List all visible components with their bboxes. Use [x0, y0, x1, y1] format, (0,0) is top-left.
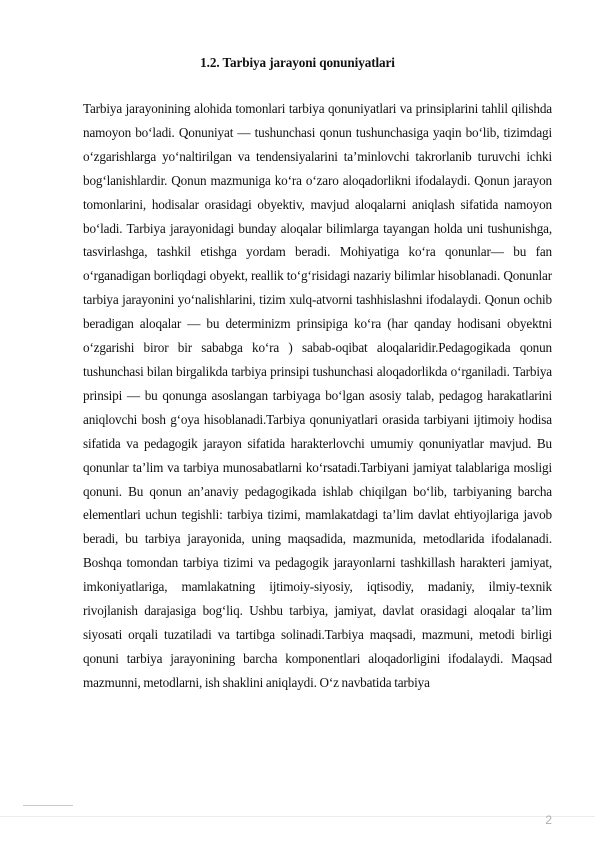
- footer-divider: [0, 816, 595, 817]
- page-number: 2: [545, 813, 552, 827]
- page-title: 1.2. Tarbiya jarayoni qonuniyatlari: [200, 55, 395, 70]
- footer-rule: [23, 805, 73, 806]
- body-paragraph: Tarbiya jarayonining alohida tomonlari tarbiya qonuniyatlari va prinsiplarini tahlil qilishda namoyon bo‘ladi. Qonuniyat — tushunchasi qonun tushunchasiga yaqin bo‘lib, tizimdagi o‘zgarishlarga yo‘naltirilgan va tendensiyalarini ta’minlovchi takrorlanib turuvchi ichki bog‘lanishlardir. Qonun mazmuniga ko‘ra o‘zaro aloqadorlikni ifodalaydi. Qonun jarayon tomonlarini, hodisalar orasidagi obyektiv, mavjud aloqalarni aniqlash sifatida namoyon bo‘ladi. Tarbiya jarayonidagi bunday aloqalar bilimlarga tayangan holda uni tushunishga, tasvirlashga, tashkil etishga yordam beradi. Mohiyatiga ko‘ra qonunlar— bu fan o‘rganadigan borliqdagi obyekt, reallik to‘g‘risidagi nazariy bilimlar hisoblanadi. Qonunlar tarbiya jarayonini yo‘nalishlarini, tizim xulq-atvorni tashhislashni ifodalaydi. Qonun ochib beradigan aloqalar — bu determinizm prinsipiga ko‘ra (har qanday hodisani obyektni o‘zgarishi biror bir sababga ko‘ra ) sabab-oqibat aloqalaridir.Pedagogikada qonun tushunchasi bilan birgalikda tarbiya prinsipi tushunchasi aloqadorlikda o‘rganiladi. Tarbiya prinsipi — bu qonunga asoslangan tarbiyaga bo‘lgan asosiy talab, pedagog harakatlarini aniqlovchi bosh g‘oya hisoblanadi.Tarbiya qonuniyatlari orasida tarbiyani ijtimoiy hodisa sifatida va pedagogik jarayon sifatida harakterlovchi umumiy qonuniyatlar mavjud. Bu qonunlar ta’lim va tarbiya munosabatlarni ko‘rsatadi.Tarbiyani jamiyat talablariga mosligi qonuni. Bu qonun an’anaviy pedagogikada ishlab chiqilgan bo‘lib, tarbiyaning barcha elementlari uchun tegishli: tarbiya tizimi, mamlakatdagi ta’lim davlat ehtiyojlariga javob beradi, bu tarbiya jarayonida, uning maqsadida, mazmunida, metodlarida ifodalanadi. Boshqa tomondan tarbiya tizimi va pedagogik jarayonlarni tashkillash harakteri jamiyat, imkoniyatlariga, mamlakatning ijtimoiy-siyosiy, iqtisodiy, madaniy, ilmiy-texnik rivojlanish darajasiga bog‘liq. Ushbu tarbiya, jamiyat, davlat orasidagi aloqalar ta’lim siyosati orqali tuzatiladi va tartibga solinadi.Tarbiya maqsadi, mazmuni, metodi birligi qonuni tarbiya jarayonining barcha komponentlari aloqadorligini ifodalaydi. Maqsad mazmunni, metodlarni, ish shaklini aniqlaydi. O‘z navbatida tarbiya: [83, 101, 552, 690]
